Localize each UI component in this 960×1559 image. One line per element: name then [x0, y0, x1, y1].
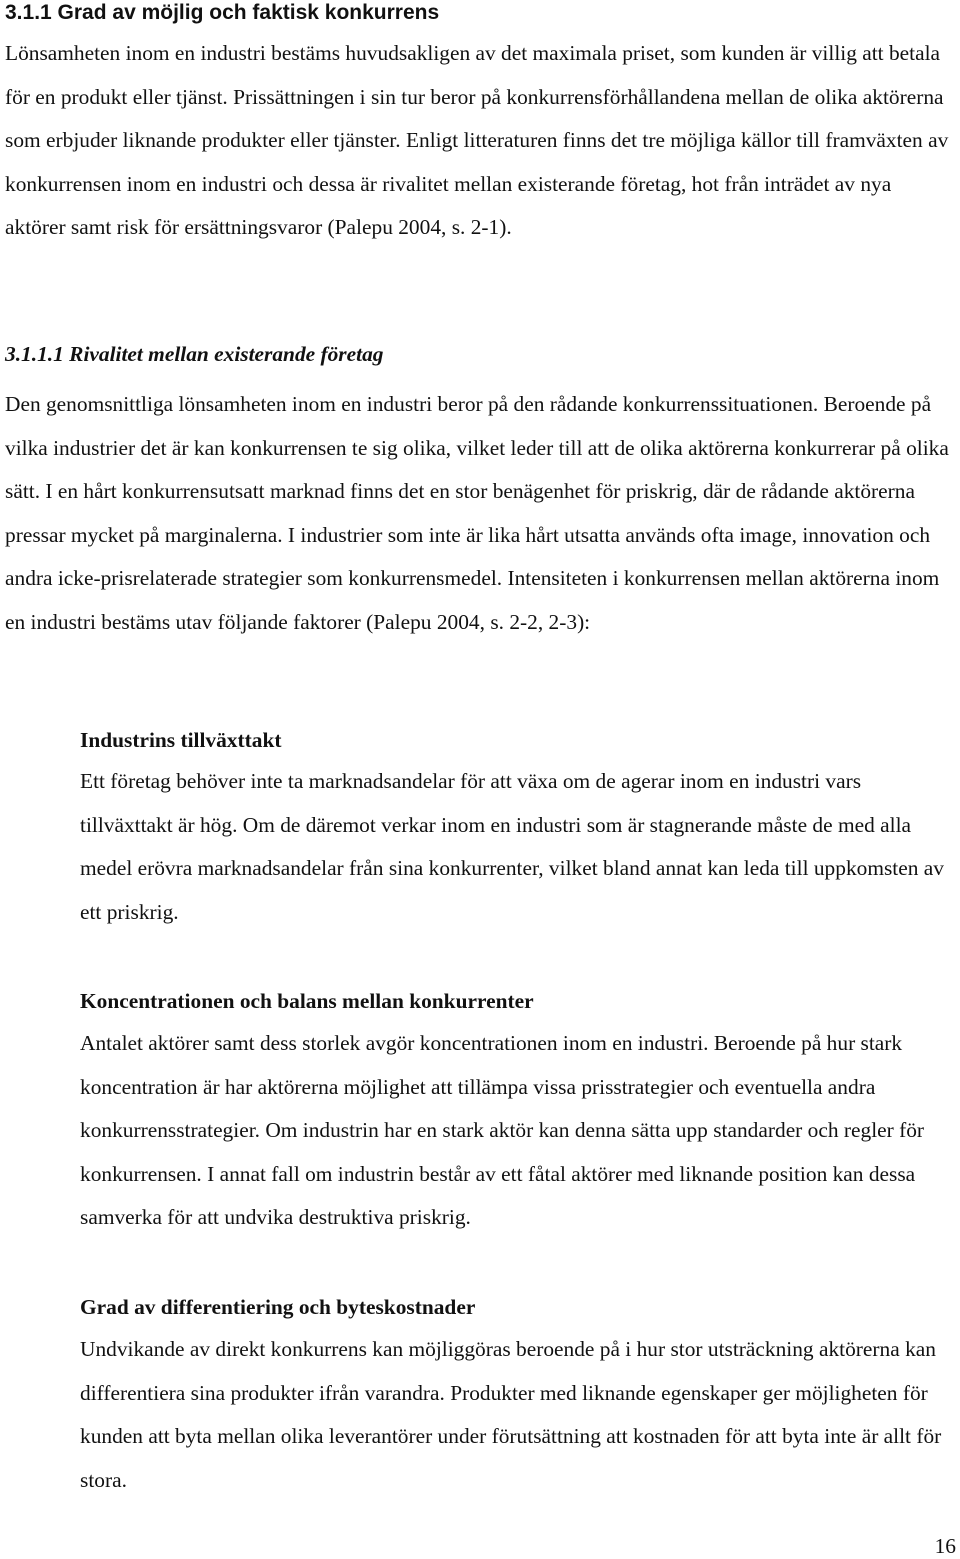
- factor-text-growth-rate: Ett företag behöver inte ta marknadsandelar för att växa om de agerar inom en industri vars tillväxttakt är hög. Om de däremot verkar inom en industri som är stagnerande måste de med alla medel erövra marknadsandelar från sina konkurrenter, vilket bland annat kan leda till uppkomsten av ett priskrig.: [80, 769, 944, 924]
- section-heading: 3.1.1 Grad av möjlig och faktisk konkurrens: [5, 1, 440, 24]
- factor-text-differentiation: Undvikande av direkt konkurrens kan möjliggöras beroende på i hur stor utsträckning aktörerna kan differentiera sina produkter ifrån varandra. Produkter med liknande egenskaper ger möjligheten för kunden att byta mellan olika leverantörer under förutsättning att kostnaden för att byta inte är allt för stora.: [80, 1337, 942, 1492]
- subsection-heading: 3.1.1.1 Rivalitet mellan existerande företag: [5, 342, 384, 366]
- factor-heading-concentration: Koncentrationen och balans mellan konkurrenter: [80, 989, 534, 1013]
- factor-heading-growth-rate: Industrins tillväxttakt: [80, 728, 282, 752]
- factor-heading-differentiation: Grad av differentiering och byteskostnader: [80, 1295, 476, 1319]
- subsection-paragraph: Den genomsnittliga lönsamheten inom en industri beror på den rådande konkurrenssituationen. Beroende på vilka industrier det är kan konkurrensen te sig olika, vilket leder till att de olika aktörerna konkurrerar på olika sätt. I en hårt konkurrensutsatt marknad finns det en stor benägenhet för priskrig, där de rådande aktörerna pressar mycket på marginalerna. I industrier som inte är lika hårt utsatta används ofta image, innovation och andra icke-prisrelaterade strategier som konkurrensmedel. Intensiteten i konkurrensen mellan aktörerna inom en industri bestäms utav följande faktorer (Palepu 2004, s. 2-2, 2-3):: [5, 392, 949, 634]
- factor-text-concentration: Antalet aktörer samt dess storlek avgör koncentrationen inom en industri. Beroende på hur stark koncentration är har aktörerna möjlighet att tillämpa vissa prisstrategier och eventuella andra konkurrensstrategier. Om industrin har en stark aktör kan denna sätta upp standarder och regler för konkurrensen. I annat fall om industrin består av ett fåtal aktörer med liknande position kan dessa samverka för att undvika destruktiva priskrig.: [80, 1031, 925, 1230]
- page-number: 16: [934, 1534, 956, 1558]
- section-paragraph: Lönsamheten inom en industri bestäms huvudsakligen av det maximala priset, som kunden är villig att betala för en produkt eller tjänst. Prissättningen i sin tur beror på konkurrensförhållandena mellan de olika aktörerna som erbjuder liknande produkter eller tjänster. Enligt litteraturen finns det tre möjliga källor till framväxten av konkurrensen inom en industri och dessa är rivalitet mellan existerande företag, hot från inträdet av nya aktörer samt risk för ersättningsvaror (Palepu 2004, s. 2-1).: [5, 41, 949, 240]
